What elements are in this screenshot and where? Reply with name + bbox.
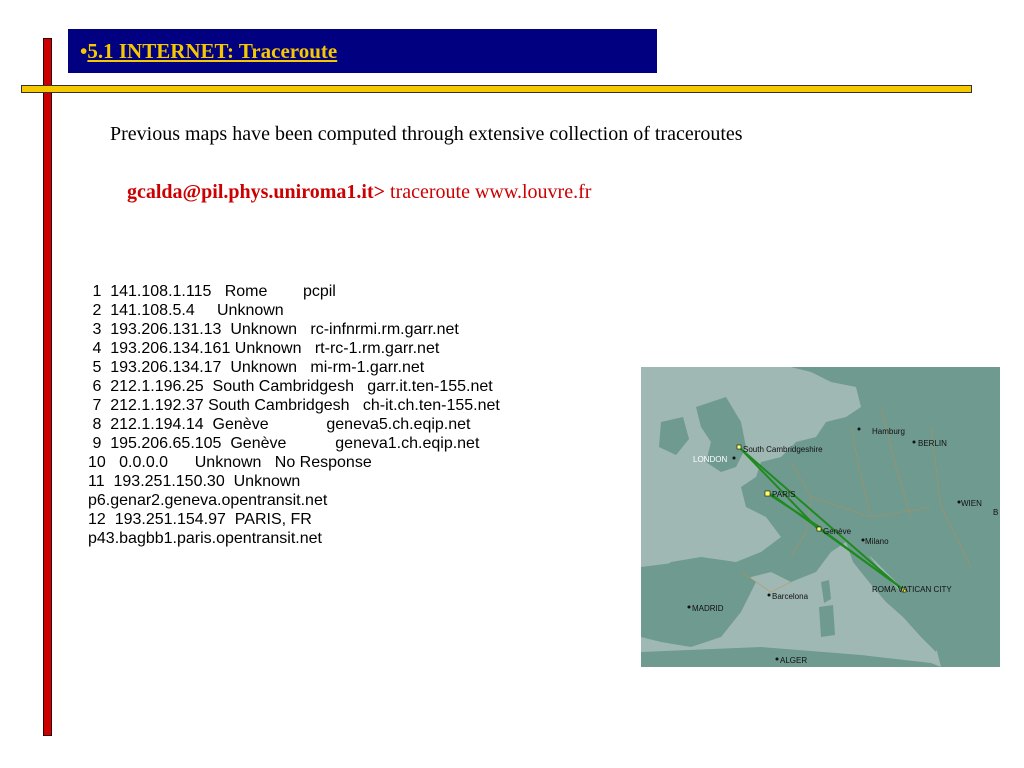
- madrid-label: MADRID: [692, 604, 724, 613]
- paris-marker: [765, 491, 770, 496]
- title-banner: [68, 29, 657, 73]
- trace-line: p6.genar2.geneva.opentransit.net: [88, 492, 328, 509]
- roma-label: ROMA VATICAN CITY: [872, 585, 952, 594]
- paris-label: PARIS: [772, 490, 796, 499]
- route-map: [641, 367, 1000, 667]
- south-cambridgeshire-marker: [737, 445, 741, 449]
- left-red-bar: [43, 38, 52, 736]
- trace-line: 9 195.206.65.105 Genève geneva1.ch.eqip.net: [88, 435, 480, 452]
- city-dot: [776, 658, 779, 661]
- command-prompt: gcalda@pil.phys.uniroma1.it>: [127, 181, 386, 203]
- geneve-marker: [817, 527, 821, 531]
- trace-line: 10 0.0.0.0 Unknown No Response: [88, 454, 372, 471]
- trace-line: 1 141.108.1.115 Rome pcpil: [88, 283, 336, 300]
- trace-line: 6 212.1.196.25 South Cambridgesh garr.it.ten-155.net: [88, 378, 493, 395]
- trace-line: p43.bagbb1.paris.opentransit.net: [88, 530, 322, 547]
- title-bullet: •: [80, 39, 88, 63]
- command-line: [127, 181, 591, 204]
- geneve-label: Genève: [823, 527, 852, 536]
- b-label: B: [993, 508, 999, 517]
- city-dot: [688, 606, 691, 609]
- trace-line: 3 193.206.131.13 Unknown rc-infnrmi.rm.garr.net: [88, 321, 459, 338]
- trace-line: 5 193.206.134.17 Unknown mi-rm-1.garr.net: [88, 359, 425, 376]
- trace-line: 2 141.108.5.4 Unknown: [88, 302, 284, 319]
- intro-text: Previous maps have been computed through extensive collection of traceroutes: [110, 123, 743, 145]
- title-label: 5.1 INTERNET: Traceroute: [87, 39, 338, 63]
- trace-line: 4 193.206.134.161 Unknown rt-rc-1.rm.garr.net: [88, 340, 440, 357]
- sardinia-land: [819, 605, 835, 637]
- europe-map-svg: [641, 367, 1000, 667]
- city-dot: [858, 428, 861, 431]
- hamburg-label: Hamburg: [872, 427, 905, 436]
- title-underline-bar: [21, 85, 972, 93]
- slide-title: [80, 39, 337, 64]
- south-cambridgeshire-label: South Cambridgeshire: [743, 445, 823, 454]
- traceroute-output: [88, 282, 500, 548]
- city-dot: [913, 441, 916, 444]
- wien-label: WIEN: [961, 499, 982, 508]
- london-label: LONDON: [693, 455, 728, 464]
- trace-line: 7 212.1.192.37 South Cambridgesh ch-it.ch.ten-155.net: [88, 397, 500, 414]
- city-dot: [768, 594, 771, 597]
- barcelona-label: Barcelona: [772, 592, 809, 601]
- command-text: traceroute www.louvre.fr: [385, 181, 592, 203]
- alger-label: ALGER: [780, 656, 808, 665]
- trace-line: 12 193.251.154.97 PARIS, FR: [88, 511, 312, 528]
- milano-label: Milano: [865, 537, 889, 546]
- city-dot: [733, 457, 736, 460]
- trace-line: 11 193.251.150.30 Unknown: [88, 473, 301, 490]
- trace-line: 8 212.1.194.14 Genève geneva5.ch.eqip.net: [88, 416, 471, 433]
- berlin-label: BERLIN: [918, 439, 947, 448]
